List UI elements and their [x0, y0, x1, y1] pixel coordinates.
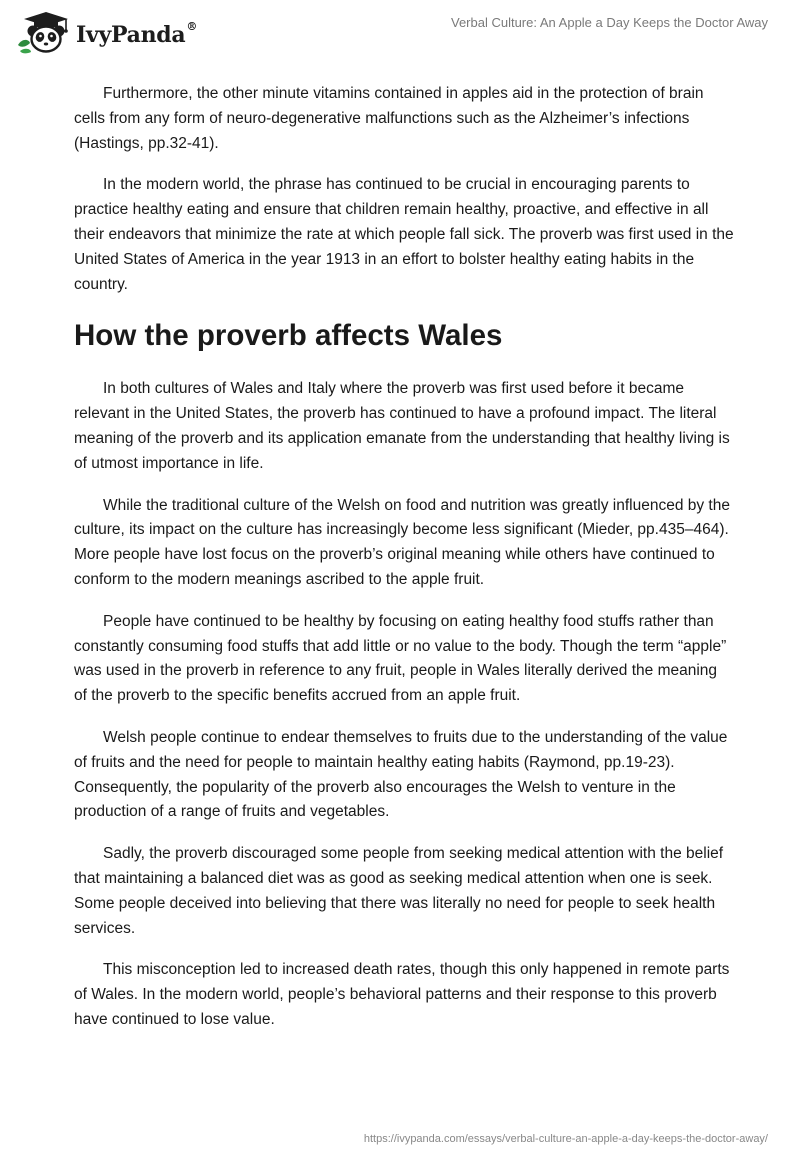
paragraph: While the traditional culture of the Welsh on food and nutrition was greatly influenced by the culture, its impact on the culture has increasingly become less significant (Mieder, pp.435–464). More people have lost focus on the proverb’s original meaning while others have continued to conform to the modern meanings ascribed to the apple fruit. — [74, 496, 730, 588]
page-header — [0, 0, 800, 60]
paragraph: In the modern world, the phrase has continued to be crucial in encouraging parents to practice healthy eating and ensure that children remain healthy, proactive, and effective in all their endeavors that minimize the rate at which people fall sick. The proverb was first used in the United States of America in the year 1913 in an effort to bolster healthy eating habits in the country. — [74, 176, 734, 293]
paragraph: People have continued to be healthy by focusing on eating healthy food stuffs rather than constantly consuming food stuffs that add little or no value to the body. Though the term “apple” was used in the proverb in reference to any fruit, people in Wales literally derived the meaning of the proverb to the specific benefits accrued from an apple fruit. — [74, 612, 727, 705]
paragraph: Furthermore, the other minute vitamins contained in apples aid in the protection of brain cells from any form of neuro-degenerative malfunctions such as the Alzheimer’s infections (Hastings, pp.32-41). — [74, 85, 704, 152]
registered-mark: ® — [186, 20, 198, 33]
source-url-link[interactable]: https://ivypanda.com/essays/verbal-culture-an-apple-a-day-keeps-the-doctor-away/ — [363, 1133, 768, 1145]
paragraph: Sadly, the proverb discouraged some people from seeking medical attention with the belief that maintaining a balanced diet was as good as seeking medical attention when one is seek. Some people deceived into believing that there was literally no need for people to seek health services. — [74, 845, 724, 937]
paragraph: In both cultures of Wales and Italy where the proverb was first used before it became relevant in the United States, the proverb has continued to have a profound impact. The literal meaning of the proverb and its application emanate from the understanding that healthy living is of utmost importance in life. — [74, 380, 730, 472]
section-heading: How the proverb affects Wales — [74, 319, 503, 353]
paragraph: Welsh people continue to endear themselves to fruits due to the understanding of the value of fruits and the need for people to maintain healthy eating habits (Raymond, pp.19-23). Consequently, the popularity of the proverb also encourages the Welsh to venture in the production of a range of fruits and vegetables. — [74, 728, 728, 821]
essay-content — [74, 82, 734, 1050]
panda-graduate-icon — [16, 10, 70, 54]
paragraph: This misconception led to increased death rates, though this only happened in remote parts of Wales. In the modern world, people’s behavioral patterns and their response to this proverb have continued to lose value. — [74, 961, 730, 1028]
ivypanda-logo[interactable] — [16, 10, 197, 54]
brand-name: IvyPanda® — [76, 20, 198, 48]
document-title: Verbal Culture: An Apple a Day Keeps the Doctor Away — [450, 15, 768, 30]
